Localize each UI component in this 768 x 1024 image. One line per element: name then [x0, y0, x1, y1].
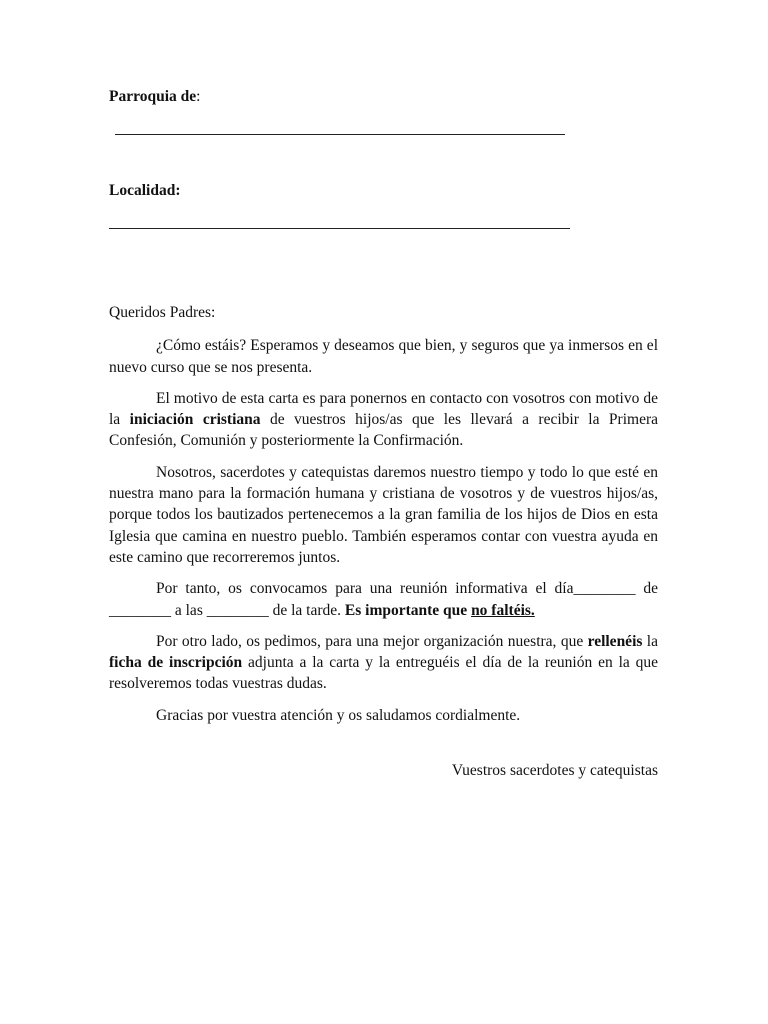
localidad-blank-line: [109, 228, 570, 229]
closing-signature: Vuestros sacerdotes y catequistas: [451, 762, 658, 780]
paragraph-4: [109, 578, 658, 621]
paragraph-2: [109, 388, 658, 452]
paragraph-1: ¿Cómo estáis? Esperamos y deseamos que bien, y seguros que ya inmersos en el nuevo curso que se nos presenta.: [109, 337, 658, 376]
paragraph-6: Gracias por vuestra atención y os saludamos cordialmente.: [156, 706, 521, 724]
paragraph-4-before: Por tanto, os convocamos para una reunión informativa el día________ de ________ a las ________ de la tarde.: [109, 580, 658, 619]
paragraph-4-bold-2: no faltéis.: [471, 601, 535, 619]
paragraph-3: Nosotros, sacerdotes y catequistas daremos nuestro tiempo y todo lo que esté en nuestra mano para la formación humana y cristiana de vosotros y de vuestros hijos/as, porque todos los bautizados pertenecemos a la gran familia de los hijos de Dios en esta Iglesia que camina en nuestro pueblo. También esperamos contar con vuestra ayuda en este camino que recorreremos juntos.: [109, 463, 658, 566]
localidad-label: Localidad:: [109, 182, 181, 199]
letter-body: [109, 302, 658, 797]
parroquia-label: [109, 87, 200, 107]
parroquia-label-text: Parroquia de: [109, 88, 197, 105]
paragraph-5: [109, 631, 658, 695]
paragraph-5-bold-1: rellenéis: [587, 632, 643, 650]
paragraph-2-before: El motivo de esta carta es para ponernos en contacto con vosotros con motivo de la: [109, 389, 658, 429]
parroquia-colon: :: [196, 88, 201, 105]
paragraph-5-bold-2: ficha de inscripción: [109, 654, 243, 672]
paragraph-2-bold: iniciación cristiana: [129, 411, 261, 429]
parroquia-blank-line: [115, 134, 565, 135]
salutation: Queridos Padres:: [109, 304, 216, 321]
paragraph-4-bold-1: Es importante que: [344, 601, 472, 619]
paragraph-5-before: Por otro lado, os pedimos, para una mejor organización nuestra, que: [156, 632, 588, 650]
paragraph-2-after: de vuestros hijos/as que les llevará a recibir la Primera Confesión, Comunión y posteriormente la Confirmación.: [109, 411, 658, 450]
paragraph-5-after: adjunta a la carta y la entreguéis el día de la reunión en la que resolveremos todas vuestras dudas.: [109, 654, 658, 693]
paragraph-5-mid: la: [642, 632, 658, 650]
